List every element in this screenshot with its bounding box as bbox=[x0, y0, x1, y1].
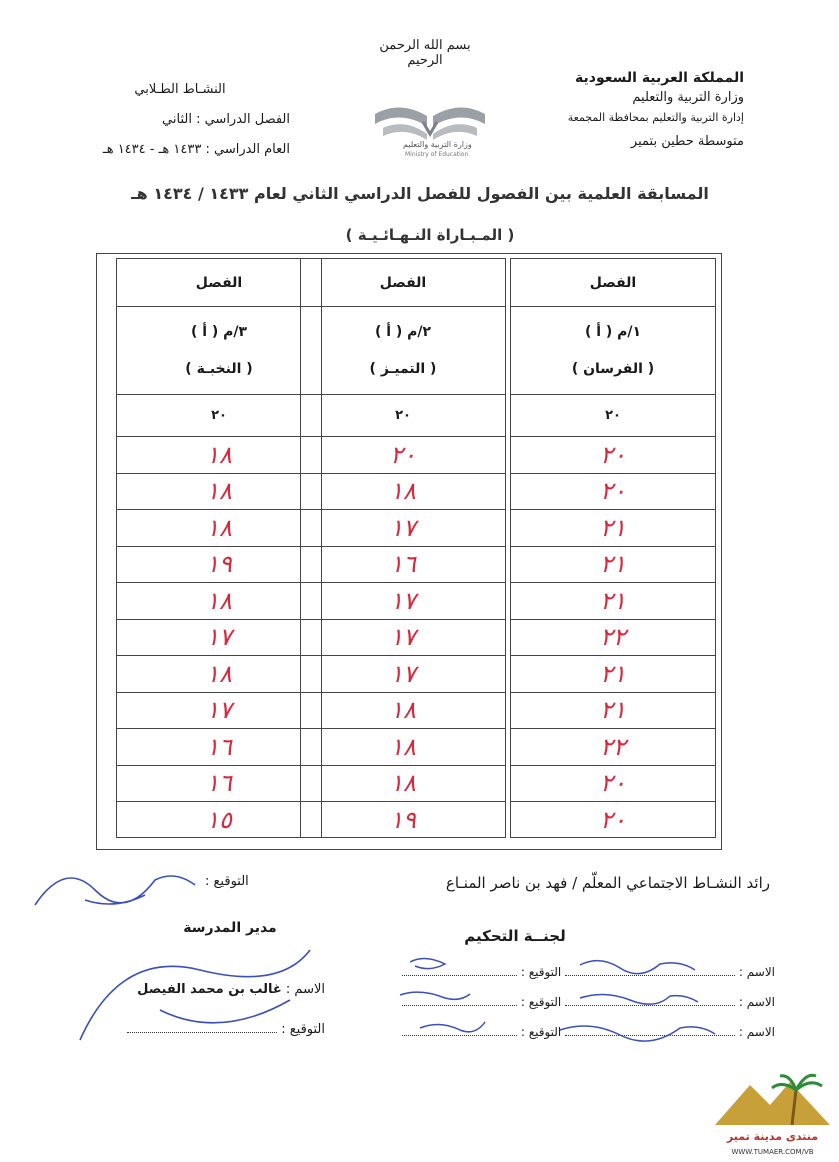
class-team-name: ( التميـز ) bbox=[369, 361, 437, 378]
semester: الفصل الدراسي : الثاني bbox=[162, 112, 290, 127]
class-code: ٢/م ( أ ) bbox=[374, 323, 432, 340]
principal-signature-label: التوقيع : bbox=[281, 1022, 325, 1037]
committee-name-label: الاسم : bbox=[738, 995, 775, 1009]
score-cell: ٢٠ bbox=[511, 474, 715, 511]
score-cell: ٢٢ bbox=[511, 729, 715, 766]
header-right bbox=[484, 68, 744, 152]
school-name: متوسطة حطين بتمير bbox=[630, 134, 744, 149]
basmala: بسم الله الرحمن الرحيم bbox=[379, 38, 471, 68]
kingdom-name: المملكة العربية السعودية bbox=[575, 70, 744, 86]
score-cell: ١٨ bbox=[301, 766, 505, 803]
score-cell: ٢١ bbox=[511, 583, 715, 620]
academic-year: العام الدراسي : ١٤٣٣ هـ - ١٤٣٤ هـ bbox=[102, 142, 290, 157]
class-code: ٣/م ( أ ) bbox=[190, 323, 248, 340]
score-cell: ٢٠ bbox=[600, 806, 626, 834]
judging-committee-title: لجنــة التحكيم bbox=[464, 927, 566, 945]
score-cell: ١٦ bbox=[301, 547, 505, 584]
class-info bbox=[511, 307, 715, 395]
score-cell: ١٨ bbox=[117, 437, 321, 474]
score-cell: ١٩ bbox=[390, 806, 416, 834]
score-cell: ٢١ bbox=[511, 547, 715, 584]
score-cell: ٢١ bbox=[511, 693, 715, 730]
activity-department: النشـاط الطـلابي bbox=[134, 82, 226, 97]
principal-signature bbox=[60, 930, 340, 1060]
competition-title: المسابقة العلمية بين الفصول للفصل الدراسي الثاني لعام ١٤٣٣ / ١٤٣٤ هـ bbox=[131, 184, 709, 203]
directorate-name: إدارة التربية والتعليم بمحافظة المجمعة bbox=[567, 111, 744, 124]
score-cell: ١٨ bbox=[301, 474, 505, 511]
palm-mountain-icon bbox=[710, 1070, 835, 1130]
score-cell: ١٨ bbox=[117, 474, 321, 511]
score-cell: ١٧ bbox=[301, 583, 505, 620]
score-cell: ١٩ bbox=[117, 547, 321, 584]
supervisor-signature bbox=[25, 850, 215, 920]
score-cell: ١٨ bbox=[117, 583, 321, 620]
score-cell: ١٥ bbox=[206, 806, 232, 834]
score-cell: ١٦ bbox=[117, 766, 321, 803]
final-match-subtitle: ( المـبـاراة النـهـائـيـة ) bbox=[345, 226, 515, 244]
max-score: ٢٠ bbox=[511, 395, 715, 437]
score-cell: ٢٠ bbox=[301, 437, 505, 474]
forum-name: منتدى مدينة تمير bbox=[726, 1130, 819, 1143]
score-cell: ٢٢ bbox=[511, 620, 715, 657]
ministry-name: وزارة التربية والتعليم bbox=[632, 90, 744, 105]
class-column-1 bbox=[510, 258, 716, 838]
class-column-3 bbox=[116, 258, 322, 838]
class-team-name: ( النخبـة ) bbox=[185, 361, 253, 378]
header-left bbox=[70, 75, 290, 165]
score-cell: ٢١ bbox=[511, 656, 715, 693]
forum-watermark bbox=[710, 1070, 835, 1162]
score-cell: ١٨ bbox=[301, 729, 505, 766]
score-cell: ١٨ bbox=[117, 656, 321, 693]
committee-signature-label: التوقيع : bbox=[520, 965, 562, 979]
score-cell: ٢٠ bbox=[511, 766, 715, 803]
principal-title: مدير المدرسة bbox=[183, 920, 277, 936]
score-cell: ٢١ bbox=[511, 510, 715, 547]
principal-name: غالب بن محمد الفيصل bbox=[137, 982, 282, 997]
class-code: ١/م ( أ ) bbox=[584, 323, 642, 340]
committee-name-label: الاسم : bbox=[738, 965, 775, 979]
class-info bbox=[301, 307, 505, 395]
score-cell: ١٧ bbox=[301, 656, 505, 693]
column-header: الفصل bbox=[117, 259, 321, 307]
ministry-logo-arabic: وزارة التربية والتعليم bbox=[403, 140, 472, 149]
class-column-2 bbox=[300, 258, 506, 838]
score-cell: ١٨ bbox=[301, 693, 505, 730]
score-cell: ١٧ bbox=[117, 693, 321, 730]
supervisor-signature-label: التوقيع : bbox=[205, 874, 249, 889]
max-score: ٢٠ bbox=[301, 395, 505, 437]
score-cell: ١٧ bbox=[117, 620, 321, 657]
committee-signature-label: التوقيع : bbox=[520, 995, 562, 1009]
forum-url: WWW.TUMAER.COM/VB bbox=[731, 1148, 814, 1156]
class-team-name: ( الفرسان ) bbox=[571, 361, 655, 378]
score-cell: ١٧ bbox=[301, 620, 505, 657]
column-header: الفصل bbox=[301, 259, 505, 307]
column-header: الفصل bbox=[511, 259, 715, 307]
class-info bbox=[117, 307, 321, 395]
committee-signature-label: التوقيع : bbox=[520, 1025, 562, 1039]
score-cell: ٢٠ bbox=[511, 437, 715, 474]
ministry-logo bbox=[365, 92, 495, 162]
max-score: ٢٠ bbox=[117, 395, 321, 437]
activity-supervisor: رائد النشـاط الاجتماعي المعلّم / فهد بن ناصر المنـاع bbox=[445, 874, 770, 892]
committee-handwriting bbox=[360, 950, 740, 1060]
ministry-logo-english: Ministry of Education bbox=[405, 151, 469, 158]
principal-name-label: الاسم : bbox=[285, 982, 325, 997]
score-cell: ١٧ bbox=[301, 510, 505, 547]
score-cell: ١٦ bbox=[117, 729, 321, 766]
score-cell: ١٨ bbox=[117, 510, 321, 547]
committee-name-label: الاسم : bbox=[738, 1025, 775, 1039]
